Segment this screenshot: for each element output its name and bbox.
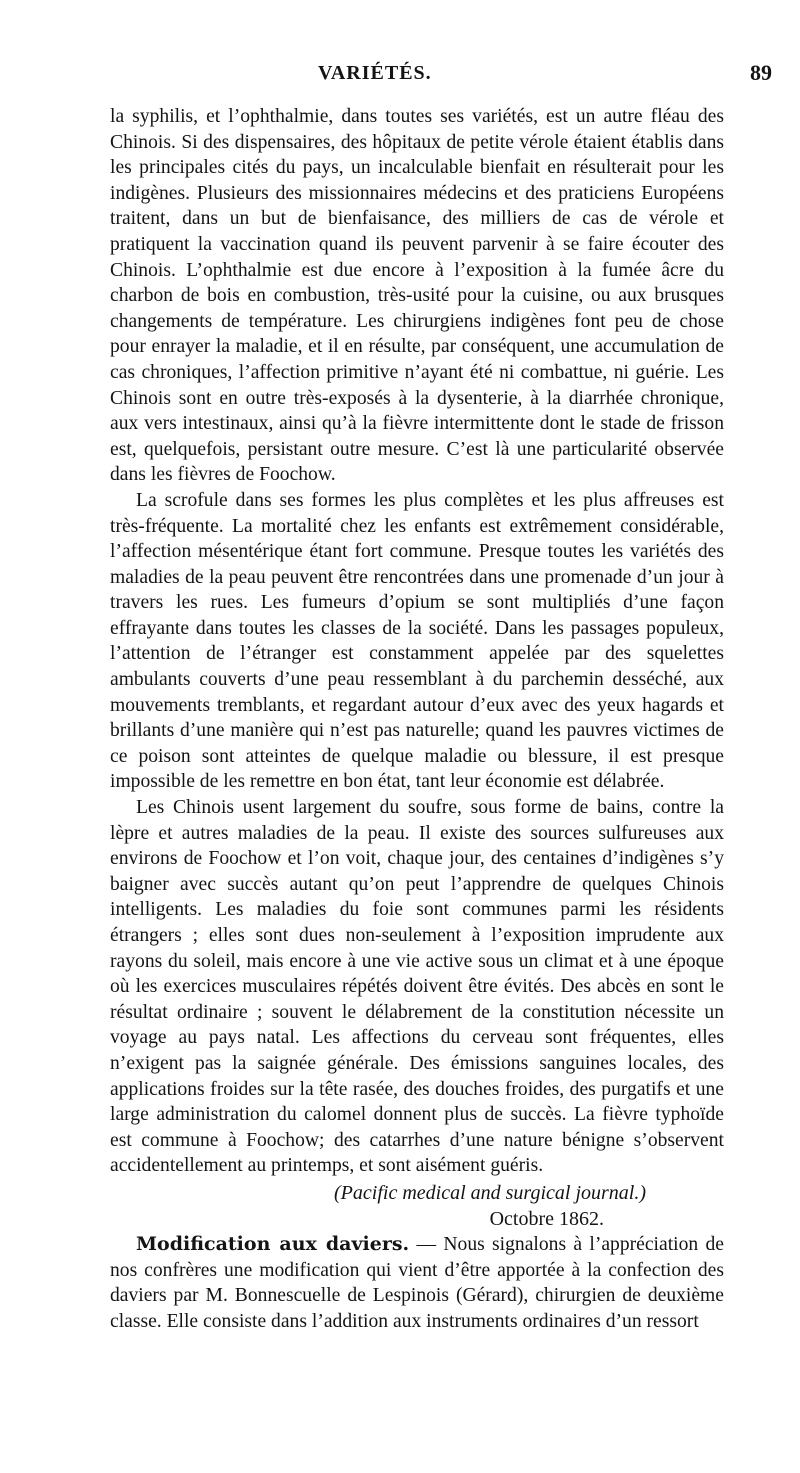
running-head: VARIÉTÉS. [318, 62, 432, 84]
paragraph-soufre: Les Chinois usent largement du soufre, sous forme de bains, contre la lèpre et autres maladies de la peau. Il existe des sources sulfureuses aux environs de Foochow et l’on voit, chaque jour, des centaines d’indigènes s’y baigner avec succès autant qu’on peut l’apprendre de quelques Chinois intelligents. Les maladies du foie sont communes parmi les résidents étrangers ; elles sont dues non-seulement à l’exposition imprudente aux rayons du soleil, mais encore à une vie active sous un climat et à une époque où les exercices musculaires répétés doivent être évités. Des abcès en sont le résultat ordinaire ; souvent le délabrement de la constitution nécessite un voyage au pays natal. Les affections du cerveau sont fréquentes, elles n’exigent pas la saignée générale. Des émissions sanguines locales, des applications froides sur la tête rasée, des douches froides, des purgatifs et une large administration du calomel donnent plus de succès. La fièvre typhoïde est commune à Foochow; des catarrhes d’une nature bénigne s’observent accidentellement au printemps, et sont aisément guéris. [110, 797, 724, 1177]
paragraph-continuation: la syphilis, et l’ophthalmie, dans toutes ses variétés, est un autre fléau des Chinois. Si des dispensaires, des hôpitaux de petite vérole étaient établis dans les principales cités du pays, un incalculable bienfait en résulterait pour les indigènes. Plusieurs des missionnaires médecins et des praticiens Européens traitent, dans un but de bienfaisance, des milliers de cas de vérole et pratiquent la vaccination quand ils peuvent parvenir à se faire écouter des Chinois. L’ophthalmie est due encore à l’exposition à la fumée âcre du charbon de bois en combustion, très-usité pour la cuisine, ou aux brusques changements de température. Les chirurgiens indigènes font peu de chose pour enrayer la maladie, et il en résulte, par conséquent, une accumulation de cas chroniques, l’affection primitive n’ayant été ni combattue, ni guérie. Les Chinois sont en outre très-exposés à la dysenterie, à la diarrhée chronique, aux vers intestinaux, ainsi qu’à la fièvre intermittente dont le stade de frisson est, quelquefois, persistant outre mesure. C’est là une particularité observée dans les fièvres de Foochow. [110, 106, 724, 486]
paragraph-scrofule: La scrofule dans ses formes les plus complètes et les plus affreuses est très-fréquente. La mortalité chez les enfants est extrêmement considérable, l’affection mésentérique étant fort commune. Presque toutes les variétés des maladies de la peau peuvent être rencontrées dans une promenade d’un jour à travers les rues. Les fumeurs d’opium se sont multipliés d’une façon effrayante dans toutes les classes de la société. Dans les passages populeux, l’attention de l’étranger est constamment appelée par des squelettes ambulants couverts d’une peau ressemblant à du parchemin desséché, aux mouvements tremblants, et regardant autour d’eux avec des yeux hagards et brillants d’une manière qui n’est pas naturelle; quand les pauvres victimes de ce poison sont atteintes de quelque maladie ou blessure, il est presque impossible de les remettre en bon état, tant leur économie est délabrée. [110, 489, 724, 793]
page-header [0, 58, 800, 92]
source-date: Octobre 1862. [489, 1207, 604, 1230]
paragraph-daviers [110, 1232, 724, 1334]
source-citation: (Pacific medical and surgical journal.) [334, 1181, 646, 1204]
page-number: 89 [750, 60, 772, 85]
body-text [110, 104, 724, 1335]
section-text: — Nous signalons à l’appréciation de nos confrères une modification qui vient d’être apportée à la confection des daviers par M. Bonnescuelle de Lespinois (Gérard), chirurgien de deuxième classe. Elle consiste dans l’addition aux instruments ordinaires d’un ressort [110, 1234, 724, 1332]
section-title: Modification aux daviers. [136, 1233, 410, 1256]
